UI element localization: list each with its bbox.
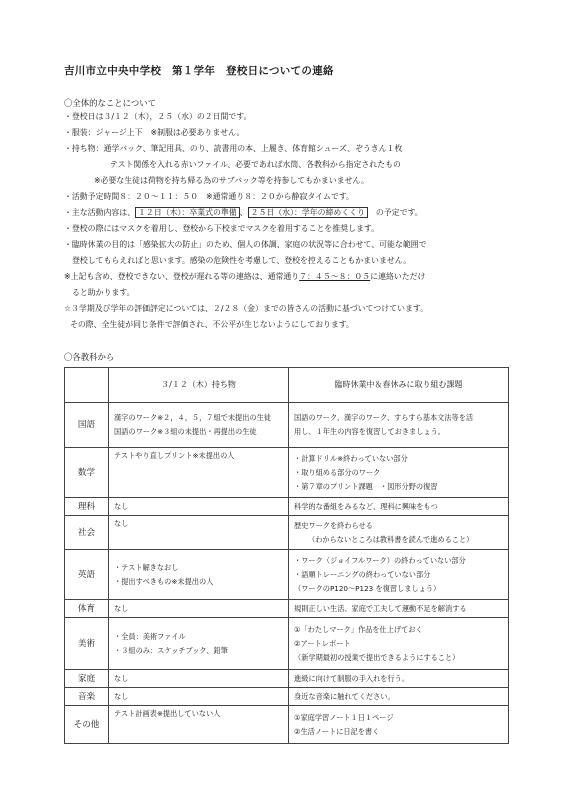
task-text: 規則正しい生活、家庭で工夫して運動不足を解消する	[294, 603, 467, 613]
belongings-line: ・持ち物：通学バック、筆記用具、のり、読書用の本、上履き、体育館シューズ、ぞうきん１枚	[64, 144, 403, 153]
activity-box-25: ２５日（水）：学年の締めくくり	[248, 207, 368, 218]
activity-suffix: の予定です。	[375, 208, 423, 217]
tasks-cell	[289, 498, 509, 516]
items-cell	[109, 706, 289, 744]
items-cell	[109, 516, 289, 550]
task-text: 進級に向けて制服の手入れを行う。	[294, 673, 410, 683]
items-cell	[109, 600, 289, 618]
dress-line: ・服装：ジャージ上下 ※制服は必要ありません。	[64, 128, 245, 137]
item-text: ・提出すべきもの※未提出の人	[114, 576, 214, 586]
item-text: なし	[114, 691, 129, 701]
header-items: ３/１２（木）持ち物	[109, 368, 289, 403]
item-text: なし	[114, 519, 129, 528]
activity-sep: 、	[239, 208, 248, 217]
item-text: なし	[114, 673, 129, 683]
task-text: （ワークのP120～P123 を復習しましょう）	[294, 583, 441, 593]
item-text: テスト計画表※提出していない人	[114, 709, 221, 718]
schedule-line: ・登校日は３/１２（木），２５（水）の２日間です。	[64, 112, 252, 121]
items-cell	[109, 550, 289, 600]
items-cell	[109, 688, 289, 706]
task-text: （わからないところは教科書を読んで進めること）	[308, 534, 474, 544]
tasks-cell	[289, 706, 509, 744]
items-cell	[109, 670, 289, 688]
task-text: ②生活ノートに日記を書く	[294, 726, 380, 736]
task-text: ①「わたしマーク」作品を仕上げておく	[294, 624, 423, 634]
subject-cell: 体育	[65, 600, 109, 618]
item-text: ・全員：美術ファイル	[114, 631, 186, 641]
subject-cell: 美術	[65, 618, 109, 670]
tasks-cell	[289, 618, 509, 670]
contact-time: ７：４５～８：０５	[299, 272, 371, 281]
items-cell	[109, 448, 289, 498]
item-text: ・テスト解きなおし	[114, 562, 179, 572]
table-row-music	[65, 688, 509, 706]
table-header-row	[65, 368, 509, 403]
tasks-cell	[289, 448, 509, 498]
table-row-pe	[65, 600, 509, 618]
activity-prefix: ・主な活動内容は、	[64, 208, 136, 217]
item-text: ・３組のみ：スケッチブック、鉛筆	[114, 645, 228, 655]
subjects-heading: 〇各教科から	[64, 352, 115, 362]
subject-cell: 社会	[65, 516, 109, 550]
contact-line-2: ると助かります。	[72, 288, 135, 297]
items-cell	[109, 498, 289, 516]
table-row-social	[65, 516, 509, 550]
item-text: 国語のワーク※３組の未提出・再提出の生徒	[114, 427, 257, 436]
subject-cell: 理科	[65, 498, 109, 516]
table-row-art	[65, 618, 509, 670]
closure-line: ・臨時休業の目的は「感染拡大の防止」のため、個人の体調、家庭の状況等に合わせて、可能な範囲で	[64, 240, 427, 249]
table-row-japanese	[65, 403, 509, 448]
belongings-note: ※必要な生徒は荷物を持ち帰る為のサブバック等を持参してもかまいません。	[94, 176, 369, 185]
task-text: ・ワーク（ジョイフルワーク）の終わっていない部分	[294, 555, 466, 565]
tasks-cell	[289, 600, 509, 618]
task-text: （新学期最初の授業で提出できるようにすること）	[294, 652, 460, 662]
tasks-cell	[289, 670, 509, 688]
task-text: ①家庭学習ノート１日１ページ	[294, 712, 394, 722]
subject-cell: 数学	[65, 448, 109, 498]
task-text: 身近な音楽に触れてください。	[294, 691, 395, 701]
item-text: なし	[114, 501, 129, 511]
task-text: ・語順トレーニングの終わっていない部分	[294, 569, 431, 579]
page-title: 吉川市立中央中学校 第１学年 登校日についての連絡	[64, 65, 334, 77]
task-text: ・計算ドリル※終わっていない部分	[294, 453, 408, 463]
tasks-cell	[289, 516, 509, 550]
table-row-english	[65, 550, 509, 600]
subject-cell: 英語	[65, 550, 109, 600]
item-text: 漢字のワーク※２，４，５，７組で未提出の生徒	[114, 413, 271, 422]
table-row-other	[65, 706, 509, 744]
item-text: テストやり直しプリント※未提出の人	[114, 451, 235, 460]
task-text: ・第７章のプリント課題 ・図形分野の復習	[294, 481, 438, 491]
tasks-cell	[289, 550, 509, 600]
table-row-science	[65, 498, 509, 516]
contact-suffix: に連絡いただけ	[370, 272, 426, 281]
general-heading: 〇全体的なことについて	[64, 98, 156, 108]
task-text: 歴史ワークを終わらせる	[294, 520, 373, 530]
belongings-line-2: テスト関係を入れる赤いファイル、必要であれば水筒、各教科から指定されたもの	[110, 160, 401, 169]
table-row-home-economics	[65, 670, 509, 688]
evaluation-line: ☆３学期及び学年の評価評定については、２/２８（金）までの皆さんの活動に基づいてつけています。	[64, 304, 429, 313]
task-text: ②アートレポート	[294, 638, 351, 648]
subject-cell: 音楽	[65, 688, 109, 706]
task-text: ・取り組める部分のワーク	[294, 467, 381, 477]
contact-line	[64, 272, 425, 282]
closure-line-2: 登校してもらえればと思います。感染の危険性を考慮して、登校を控えることもかまいません。	[72, 256, 411, 265]
time-line: ・活動予定時間８：２０～１１：５０ ※通常通り８：２０から静寂タイムです。	[64, 192, 354, 201]
table-row-math	[65, 448, 509, 498]
item-text: なし	[114, 603, 129, 613]
contact-prefix: ※上記も含め、登校できない、登校が遅れる等の連絡は、通常通り	[64, 272, 300, 281]
subjects-table	[64, 367, 509, 744]
tasks-cell	[289, 688, 509, 706]
task-text: 国語のワーク、漢字のワーク、すらすら基本文法等を活	[294, 413, 474, 422]
header-tasks: 臨時休業中＆春休みに取り組む課題	[289, 368, 509, 403]
mask-line: ・登校の際にはマスクを着用し、登校から下校までマスクを着用することを推奨します。	[64, 224, 379, 233]
task-text: 科学的な番組をみるなど、理科に興味をもつ	[294, 501, 438, 511]
activity-line	[64, 208, 423, 218]
activity-box-12: １２日（木）：卒業式の準備	[135, 207, 240, 218]
subject-cell: 国語	[65, 403, 109, 448]
evaluation-line-2: その際、全生徒が同じ条件で評価され、不公平が生じないようにしております。	[70, 320, 354, 329]
task-text: 用し、１年生の内容を復習しておきましょう。	[294, 427, 445, 436]
header-subject	[65, 368, 109, 403]
subject-cell: 家庭	[65, 670, 109, 688]
items-cell	[109, 618, 289, 670]
subject-cell: その他	[65, 706, 109, 744]
items-cell	[109, 403, 289, 448]
tasks-cell	[289, 403, 509, 448]
